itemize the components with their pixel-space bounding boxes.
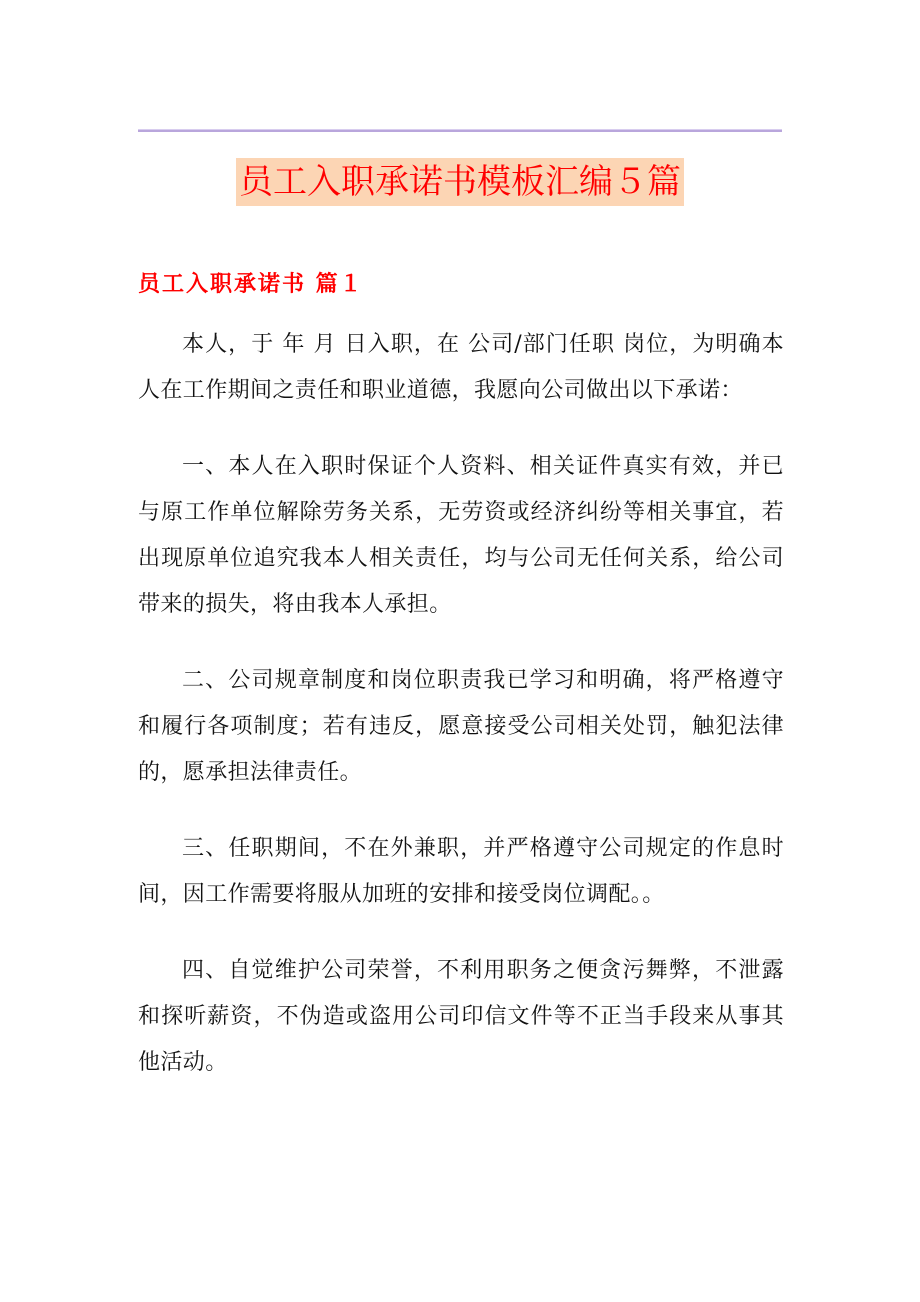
paragraph-intro: 本人，于 年 月 日入职，在 公司/部门任职 岗位，为明确本人在工作期间之责任和职业道德，我愿向公司做出以下承诺： (138, 332, 784, 403)
section-body (138, 322, 784, 1116)
paragraph-item-2: 二、公司规章制度和岗位职责我已学习和明确，将严格遵守和履行各项制度；若有违反，愿意接受公司相关处罚，触犯法律的，愿承担法律责任。 (138, 668, 784, 785)
header-rule-divider (138, 129, 782, 132)
paragraph-item-3: 三、任职期间，不在外兼职，并严格遵守公司规定的作息时间，因工作需要将服从加班的安排和接受岗位调配。。 (138, 836, 784, 907)
document-title: 员工入职承诺书模板汇编５篇 (236, 158, 684, 206)
paragraph-item-4: 四、自觉维护公司荣誉，不利用职务之便贪污舞弊，不泄露和探听薪资，不伪造或盗用公司印信文件等不正当手段来从事其他活动。 (138, 958, 784, 1075)
section-heading: 员工入职承诺书 篇１ (138, 272, 364, 297)
paragraph-item-1: 一、本人在入职时保证个人资料、相关证件真实有效，并已与原工作单位解除劳务关系，无劳资或经济纠纷等相关事宜，若出现原单位追究我本人相关责任，均与公司无任何关系，给公司带来的损失，将由我本人承担。 (138, 454, 784, 617)
title-container (0, 158, 920, 206)
